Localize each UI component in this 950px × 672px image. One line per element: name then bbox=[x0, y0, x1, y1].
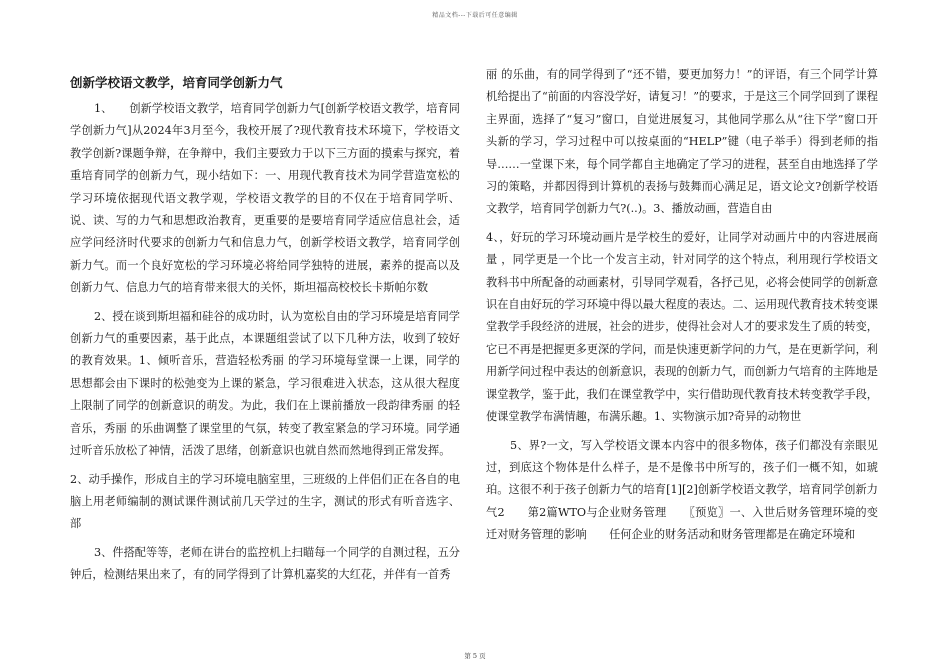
paragraph: 3、件搭配等等，老师在讲台的监控机上扫瞄每一个同学的自测过程，五分钟后，检测结果出来了，有的同学得到了计算机嘉奖的大红花，并伴有一首秀 bbox=[70, 545, 460, 582]
page-number: 第 5 页 bbox=[464, 652, 486, 660]
paragraph: 1、 创新学校语文教学，培育同学创新力气[创新学校语文教学，培育同学创新力气]从2024年3月至今，我校开展了?现代教育技术环境下，学校语文教学创新?课题争辩，在争辩中，我们主要致力于以下三方面的摸索与探究，着重培育同学的创新力气，现小结如下：一、用现代教育技术为同学营造宽松的学习环境依据现代语文教学观，学校语文教学的目的不仅在于培育同学听、说、读、写的力气和思想政治教育，更重要的是要培育同学适应信息社会，适应学问经济时代要求的创新力气和信息力气，创新学校语文教学，培育同学创新力气。而一个良好宽松的学习环境必将给同学独特的进展，素养的提高以及创新力气、信息力气的培育带来很大的关怀，斯坦福高校校长卡斯帕尔数 bbox=[70, 102, 460, 295]
right-column bbox=[486, 64, 878, 553]
header-note: 精品文档---下载后可任意编辑 bbox=[432, 12, 518, 19]
paragraph: 4、，好玩的学习环境动画片是学校生的爱好，让同学对动画片中的内容进展商量 ，同学更是一个比一个发言主动，针对同学的这个特点，利用现行学校语文教科书中所配备的动画素材，引导同学观看，各抒己见，必将会使同学的创新意识在自由好玩的学习环境中得以最大程度的表达。二、运用现代教育技术转变课堂教学手段经济的进展，社会的进步，使得社会对人才的要求发生了质的转变，它已不再是把握更多更深的学问，而是快速更新学问的力气，是在更新学问，利用新学问过程中表达的创新意识，表现的创新力气，而创新力气培育的主阵地是课堂教学，鉴于此，我们在课堂教学中，实行借助现代教育技术转变教学手段，使课堂教学布满情趣，布满乐趣。1、实物演示加?奇异的动物世 bbox=[486, 230, 878, 424]
paragraph: 丽 的乐曲，有的同学得到了“还不错，要更加努力！”的评语，有三个同学计算机给提出了“前面的内容没学好，请复习！”的要求，于是这三个同学回到了课程主界面，选择了“复习”窗口，自觉进展复习，其他同学那么从“往下学”窗口开头新的学习，学习过程中可以按桌面的“HELP”键（电子举手）得到老师的指导……一堂课下来，每个同学都自主地确定了学习的进程，甚至自由地选择了学习的策略，并都因得到计算机的表扬与鼓舞而心满足足，语文论文?创新学校语文教学，培育同学创新力气?(..)。3、播放动画，营造自由 bbox=[486, 68, 878, 216]
paragraph: 2、授在谈到斯坦福和硅谷的成功时，认为宽松自由的学习环境是培育同学创新力气的重要因素，基于此点，本课题组尝试了以下几种方法，收到了较好的教育效果。1、倾听音乐，营造轻松秀丽 的学习环境每堂课一上课，同学的思想都会由下课时的松弛变为上课的紧急，学习很难进入状态，这从很大程度上限制了同学的创新意识的萌发。为此，我们在上课前播放一段韵律秀丽 的轻音乐，秀丽 的乐曲调整了课堂里的气氛，转变了教室紧急的学习环境。同学通过听音乐放松了神情，活泼了思绪，创新意识也就自然而然地得到正常发挥。 bbox=[70, 309, 460, 458]
paragraph: 5、界?一文，写入学校语文课本内容中的很多物体，孩子们都没有亲眼见过，到底这个物体是什么样子，是不是像书中所写的，孩子们一概不知，如琥珀。这很不利于孩子创新力气的培育[1][2]创新学校语文教学，培育同学创新力气2 第2篇WTO与企业财务管理 〖预览〗一、入世后财务管理环境的变迁对财务管理的影响 任何企业的财务活动和财务管理都是在确定环境和 bbox=[486, 438, 878, 542]
left-column bbox=[70, 72, 460, 593]
document-title: 创新学校语文教学，培育同学创新力气 bbox=[70, 75, 283, 90]
paragraph: 2、动手操作，形成自主的学习环境电脑室里，三班级的上伴侣们正在各自的电脑上用老师编制的测试课件测试前几天学过的生字，测试的形式有听音选字、部 bbox=[70, 472, 460, 531]
